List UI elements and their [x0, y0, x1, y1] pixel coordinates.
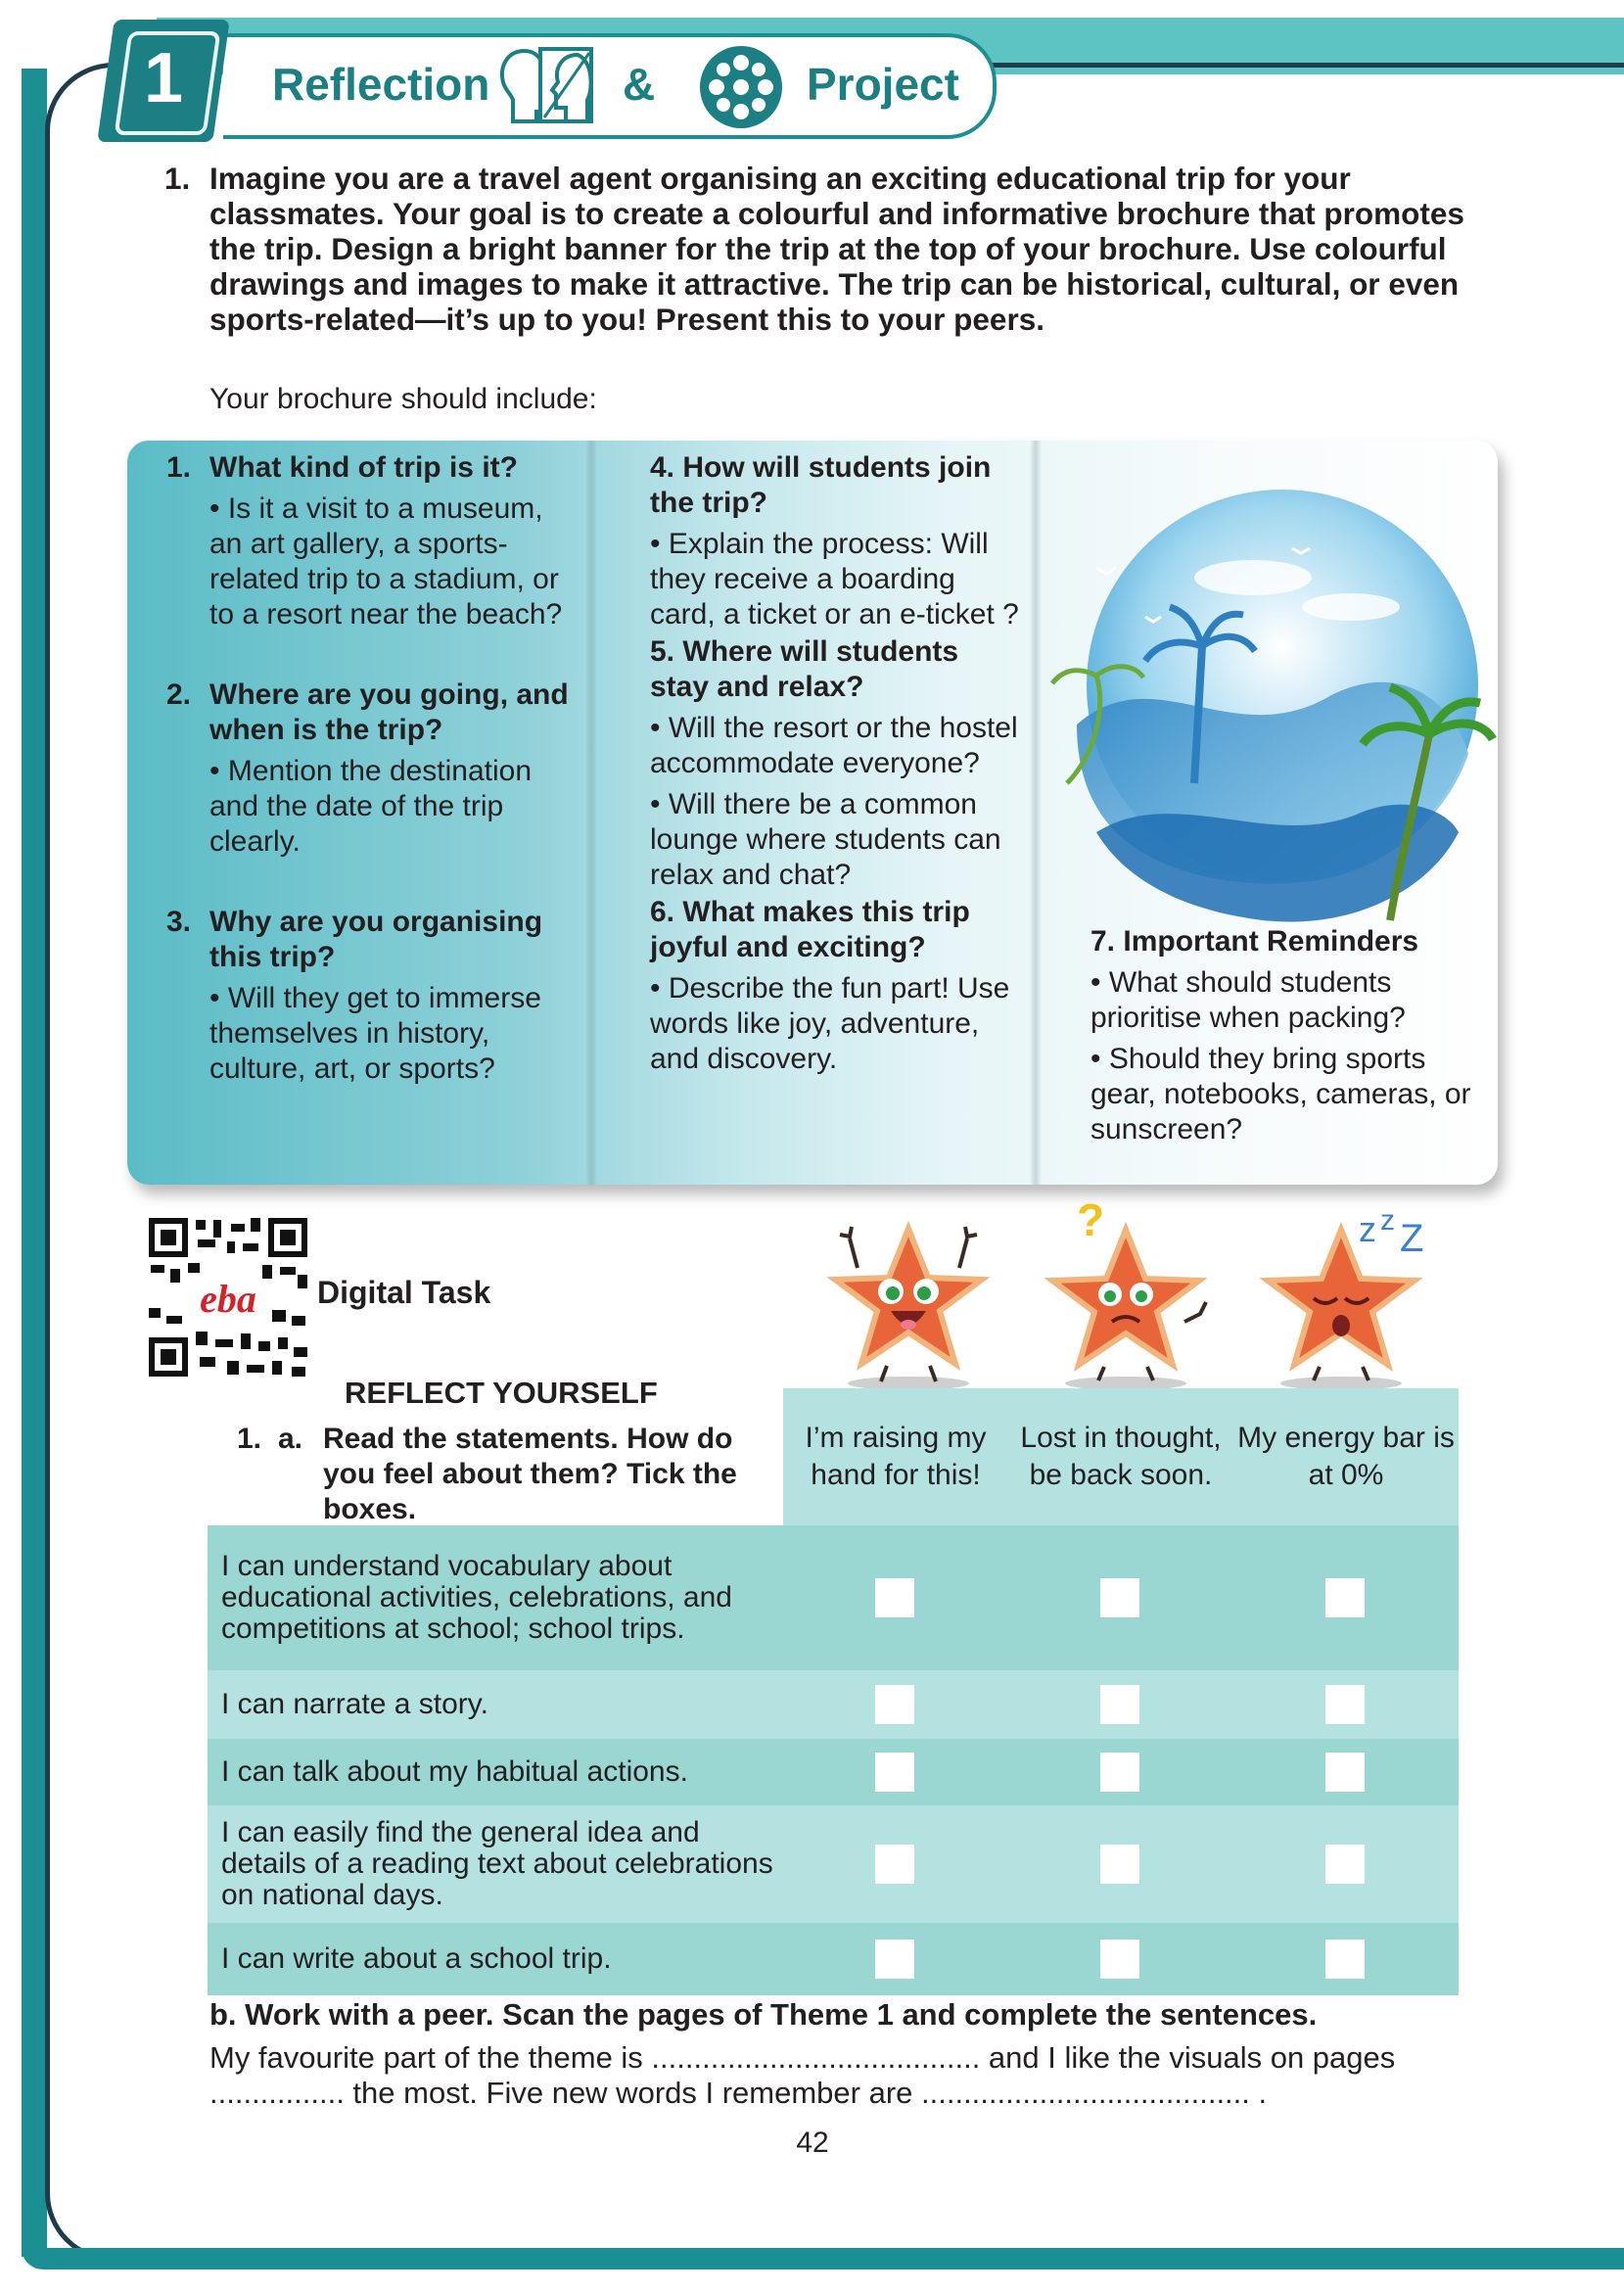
item-bullet: • Will the resort or the hostel accommodate everyone? [650, 712, 1018, 779]
column-header-energy-bar: My energy bar is at 0% [1233, 1388, 1459, 1525]
svg-text:?: ? [1077, 1194, 1105, 1245]
tick-box[interactable] [1325, 1578, 1365, 1617]
item-title: What kind of trip is it? [209, 451, 518, 484]
brochure-item-7 [1090, 924, 1482, 1147]
item-title: Where are you going, and when is the trip? [209, 678, 569, 746]
sleepy-star-icon [1243, 1202, 1439, 1390]
tick-box[interactable] [1325, 1753, 1365, 1792]
item-title: Important Reminders [1123, 925, 1419, 958]
reflect-q-text: Read the statements. How do you feel about them? Tick the boxes. [323, 1423, 737, 1525]
confused-star-icon [1028, 1194, 1224, 1390]
brochure-item-6 [650, 895, 1020, 1077]
digital-task-label: Digital Task [317, 1275, 491, 1310]
tick-box[interactable] [875, 1845, 914, 1884]
brochure-item-4 [650, 450, 1020, 632]
reflect-question [237, 1422, 785, 1527]
item-bullet: • Describe the fun part! Use words like joy, adventure, and discovery. [650, 972, 1010, 1075]
part-b-instruction: b. Work with a peer. Scan the pages of Theme 1 and complete the sentences. [209, 1997, 1318, 2032]
film-reel-icon [697, 43, 785, 131]
svg-text:z: z [1380, 1204, 1395, 1237]
brochure-column-2 [650, 450, 1020, 1077]
item-number: 6. [650, 896, 675, 928]
table-row [208, 1525, 1459, 1670]
statement-text: I can easily find the general idea and details of a reading text about celebrations on national days. [221, 1816, 773, 1911]
brochure-item-1 [166, 450, 570, 632]
item-number: 1. [166, 451, 192, 484]
brochure-item-5 [650, 634, 1020, 893]
part-b-sentences: My favourite part of the theme is ....................................... and I like the visuals on pages ................ the most. Five new words I remember are ....................................... . [209, 2040, 1396, 2110]
column-header-raising-hand: I’m raising my hand for this! [783, 1388, 1008, 1525]
brochure-fold [585, 441, 597, 1185]
brochure-item-2 [166, 678, 570, 860]
table-row [208, 1805, 1459, 1923]
tick-box[interactable] [1325, 1685, 1365, 1724]
item-bullet: • What should students prioritise when packing? [1090, 966, 1406, 1034]
item-number: 2. [166, 678, 192, 711]
qr-logo-text: eba [200, 1277, 256, 1321]
tick-box[interactable] [1325, 1940, 1365, 1979]
table-row [208, 1739, 1459, 1805]
svg-text:Z: Z [1400, 1217, 1424, 1260]
item-title: Why are you organising this trip? [209, 906, 543, 973]
reflect-title: REFLECT YOURSELF [345, 1376, 658, 1410]
item-bullet: • Should they bring sports gear, notebooks, cameras, or sunscreen? [1090, 1043, 1471, 1146]
item-bullet: • Will they get to immerse themselves in history, culture, art, or sports? [209, 982, 541, 1085]
beach-island-illustration [1038, 460, 1498, 969]
page-number: 42 [796, 2127, 829, 2159]
reflect-q-number: 1. [237, 1423, 262, 1455]
qr-code[interactable] [145, 1214, 311, 1380]
tick-box[interactable] [875, 1685, 914, 1724]
brochure-column-1 [166, 450, 570, 1087]
item-title: What makes this trip joyful and exciting? [650, 896, 970, 963]
tick-box[interactable] [1100, 1685, 1139, 1724]
item-number: 7. [1090, 925, 1116, 958]
item-bullet: • Mention the destination and the date of the trip clearly. [209, 755, 533, 858]
tick-box[interactable] [1100, 1578, 1139, 1617]
table-row [208, 1670, 1459, 1739]
item-title: Where will students stay and relax? [650, 635, 959, 703]
item-number: 3. [166, 906, 192, 938]
intro-instruction [164, 161, 1476, 337]
intro-number: 1. [164, 161, 191, 196]
brochure-column-3 [1090, 924, 1482, 1147]
brochure-panel [127, 441, 1498, 1185]
tick-box[interactable] [1325, 1845, 1365, 1884]
statement-text: I can write about a school trip. [221, 1942, 612, 1975]
project-label: Project [807, 59, 959, 110]
tick-box[interactable] [875, 1940, 914, 1979]
item-number: 5. [650, 635, 675, 668]
tick-box[interactable] [1100, 1845, 1139, 1884]
intro-text: Imagine you are a travel agent organising an exciting educational trip for your classmates. Your goal is to create a colourful and informative brochure that promotes the trip. Design a bright banner for the trip at the top of your brochure. Use colourful drawings and images to make it attractive. The trip can be historical, cultural, or even sports-related—it’s up to you! Present this to your peers. [209, 161, 1464, 337]
heads-reflection-icon [495, 43, 597, 127]
statement-text: I can talk about my habitual actions. [221, 1755, 688, 1788]
item-title: How will students join the trip? [650, 451, 992, 519]
item-number: 4. [650, 451, 675, 484]
ampersand: & [623, 59, 656, 110]
item-bullet: • Explain the process: Will they receive a boarding card, a ticket or an e-ticket ? [650, 528, 1019, 631]
table-row [208, 1923, 1459, 1995]
reflect-q-letter: a. [278, 1423, 303, 1455]
tick-box[interactable] [1100, 1940, 1139, 1979]
tick-box[interactable] [875, 1753, 914, 1792]
bottom-edge-band [22, 2248, 1624, 2269]
column-header-lost-in-thought: Lost in thought, be back soon. [1008, 1388, 1233, 1525]
reflection-label: Reflection [272, 59, 490, 110]
tick-box[interactable] [1100, 1753, 1139, 1792]
left-edge-band [22, 69, 47, 2257]
brochure-include-label: Your brochure should include: [209, 383, 597, 415]
svg-text:z: z [1359, 1209, 1376, 1249]
item-bullet: • Will there be a common lounge where students can relax and chat? [650, 788, 1001, 891]
excited-star-icon [811, 1209, 1006, 1390]
brochure-item-3 [166, 905, 570, 1087]
statement-text: I can understand vocabulary about educational activities, celebrations, and competitions at school; school trips. [221, 1550, 732, 1645]
unit-number: 1 [143, 39, 184, 117]
statement-text: I can narrate a story. [221, 1688, 488, 1720]
item-bullet: • Is it a visit to a museum, an art gallery, a sports-related trip to a stadium, or to a resort near the beach? [209, 492, 563, 631]
tick-box[interactable] [875, 1578, 914, 1617]
